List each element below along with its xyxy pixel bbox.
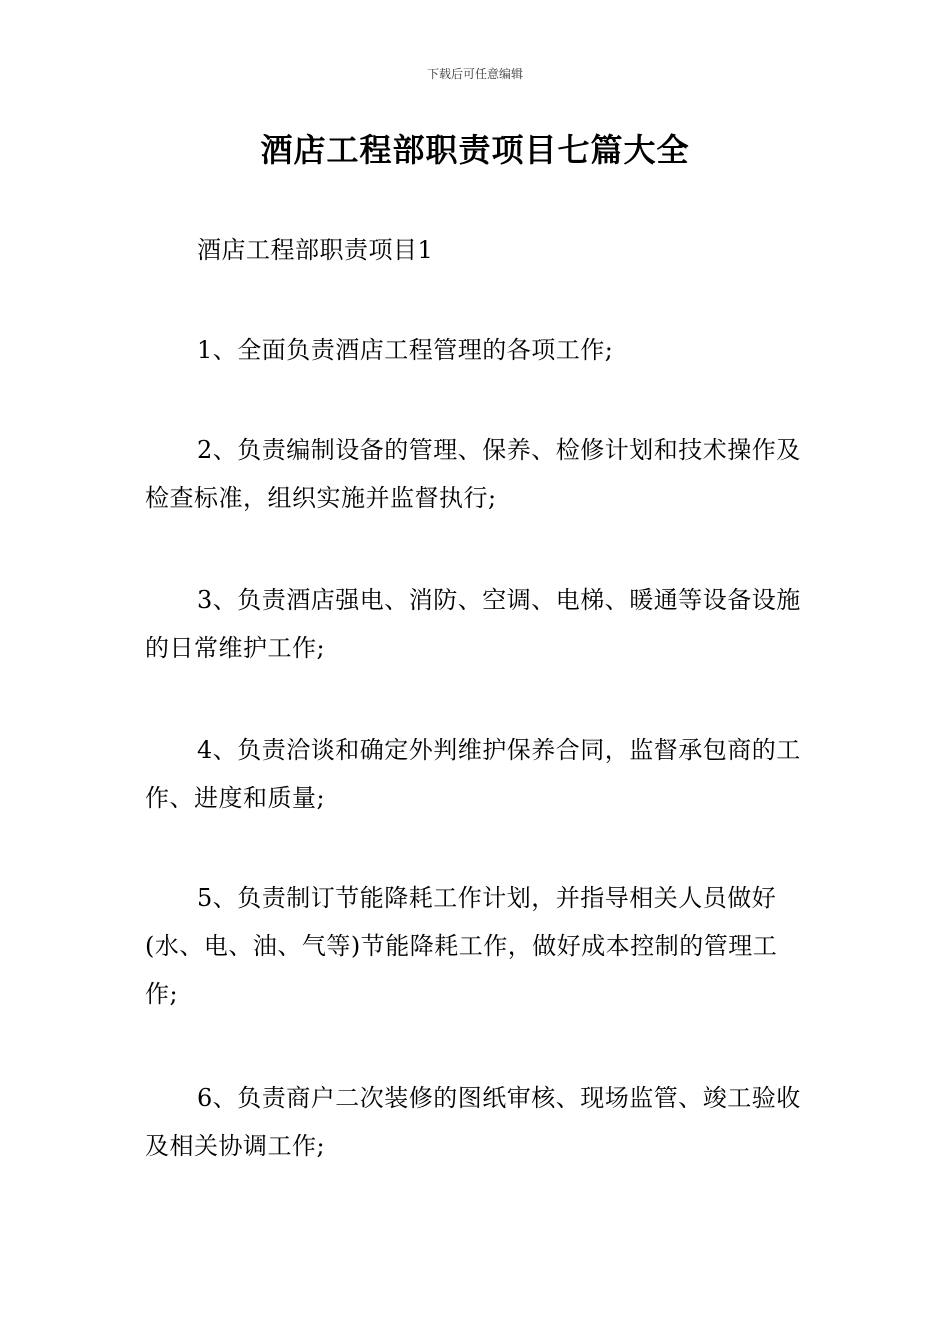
section-heading: 酒店工程部职责项目1 — [197, 236, 434, 264]
header-note: 下载后可任意编辑 — [426, 67, 523, 81]
paragraph-6: 6、负责商户二次装修的图纸审核、现场监管、竣工验收及相关协调工作; — [145, 1084, 801, 1160]
document-title: 酒店工程部职责项目七篇大全 — [260, 131, 690, 169]
paragraph-1: 1、全面负责酒店工程管理的各项工作; — [197, 336, 614, 364]
paragraph-2: 2、负责编制设备的管理、保养、检修计划和技术操作及检查标准，组织实施并监督执行; — [145, 436, 801, 512]
paragraph-4: 4、负责洽谈和确定外判维护保养合同，监督承包商的工作、进度和质量; — [145, 736, 801, 812]
paragraph-3: 3、负责酒店强电、消防、空调、电梯、暖通等设备设施的日常维护工作; — [145, 586, 801, 662]
paragraph-5: 5、负责制订节能降耗工作计划，并指导相关人员做好(水、电、油、气等)节能降耗工作，做好成本控制的管理工作; — [145, 884, 778, 1008]
